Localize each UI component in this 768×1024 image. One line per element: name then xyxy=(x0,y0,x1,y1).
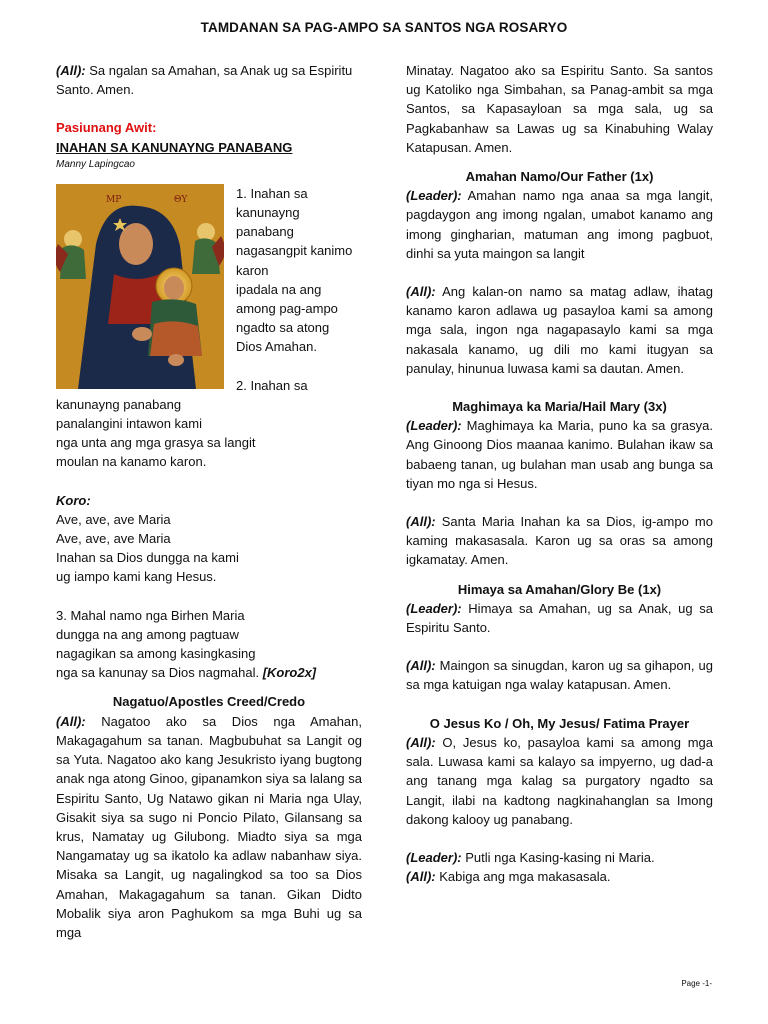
speaker-label: (All): xyxy=(406,284,436,300)
repeat-tag: [Koro2x] xyxy=(262,665,317,681)
lyric-line: 3. Mahal namo nga Birhen Maria xyxy=(56,607,245,623)
chorus-label: Koro: xyxy=(56,492,91,508)
hail-mary-all: (All): Santa Maria Inahan ka sa Dios, ig-ampo mo kaming makasasala. Karon ug sa oras sa among igkamatay. Amen. xyxy=(406,514,713,568)
speaker-label: (All): xyxy=(406,658,436,674)
glory-be-leader: (Leader): Himaya sa Amahan, ug sa Anak, ug sa Espiritu Santo. xyxy=(406,600,713,636)
stanza-2 xyxy=(56,395,362,472)
speaker-label: (All): xyxy=(56,713,86,729)
hymn-heading: Pasiunang Awit: xyxy=(56,120,157,136)
speaker-label: (All): xyxy=(406,869,436,885)
speaker-label: (Leader): xyxy=(406,600,462,616)
lyric-line: Dios Amahan. xyxy=(236,339,317,355)
glory-be-heading: Himaya sa Amahan/Glory Be (1x) xyxy=(457,581,662,597)
fatima-all: (All): O, Jesus ko, pasayloa kami sa among mga sala. Luwasa kami sa kalayo sa impyerno, ug dad-a ang tanang mga kalag sa purgatory ngadto sa Langit, ilabi na kadtong nagkinahanglan sa Imong dakong kalooy ug panabang. xyxy=(406,734,713,827)
our-father-all: (All): Ang kalan-on namo sa matag adlaw, ihatag kanamo karon adlawa ug pasayloa kami sa among mga sala, ingon nga nagapasaylo kami sa mga nakasala kanamo, ug dili mo kami itugyan sa panulay, hinunua luwasa kami sa dautan. Amen. xyxy=(406,284,713,376)
speaker-label: (Leader): xyxy=(406,188,462,204)
creed-continued: Minatay. Nagatoo ako sa Espiritu Santo. Sa santos ug Katoliko nga Simbahan, sa Panag-ambit sa mga Santos, sa Kapasayloan sa mga sala, ug sa Pagkabanhaw sa Lawas ug sa Kinabuhing Walay Katapusan. Amen. xyxy=(406,63,713,155)
lyric-line: nagasangpit kanimo xyxy=(236,243,353,259)
lyric-line: nga unta ang mga grasya sa langit xyxy=(56,435,256,451)
opening-prayer: (All): Sa ngalan sa Amahan, sa Anak ug sa Espiritu Santo. Amen. xyxy=(56,63,353,98)
right-column xyxy=(406,61,713,886)
lyric-line: 2. Inahan sa xyxy=(236,377,308,393)
speaker-label: (All): xyxy=(56,63,86,78)
glory-be-all: (All): Maingon sa sinugdan, karon ug sa gihapon, ug sa mga katuigan nga walay katapusan. Amen. xyxy=(406,658,713,693)
madonna-icon xyxy=(56,184,224,389)
lyric-line: panabang xyxy=(236,224,294,240)
speaker-label: (Leader): xyxy=(406,418,462,434)
creed-heading: Nagatuo/Apostles Creed/Credo xyxy=(112,694,306,710)
stanza-1 xyxy=(236,184,358,395)
our-father-heading: Amahan Namo/Our Father (1x) xyxy=(465,169,654,185)
closing-leader: (Leader): Putli nga Kasing-kasing ni Maria. xyxy=(406,849,655,865)
lyric-line: nga sa kanunay sa Dios nagmahal. [Koro2x] xyxy=(56,665,317,681)
lyric-line: Ave, ave, ave Maria xyxy=(56,511,171,527)
lyric-line: ngadto sa atong xyxy=(236,320,330,336)
our-father-leader: (Leader): Amahan namo nga anaa sa mga langit, pagdaygon ang imong ngalan, umabot kanamo ang imong gingharian, matuman ang imong pagbuot, dinhi sa yuta maingon sa langit xyxy=(406,188,713,261)
lyric-line: ipadala na ang xyxy=(236,281,322,297)
lyric-line: dungga na ang among pagtuaw xyxy=(56,626,239,642)
lyric-line: 1. Inahan sa xyxy=(236,185,308,201)
lyric-line: panalangini intawon kami xyxy=(56,416,202,432)
fatima-heading: O Jesus Ko / Oh, My Jesus/ Fatima Prayer xyxy=(429,715,690,731)
lyric-line: nagagikan sa among kasingkasing xyxy=(56,646,256,662)
icon-and-stanza xyxy=(56,184,362,395)
song-author: Manny Lapingcao xyxy=(56,158,135,170)
chorus xyxy=(56,491,362,587)
hail-mary-heading: Maghimaya ka Maria/Hail Mary (3x) xyxy=(452,399,667,415)
left-column xyxy=(56,61,362,942)
svg-text:ΘY: ΘY xyxy=(174,194,188,205)
page-title: TAMDANAN SA PAG-AMPO SA SANTOS NGA ROSARYO xyxy=(200,20,568,35)
madonna-icon-image xyxy=(56,184,224,389)
speaker-label: (All): xyxy=(406,734,436,750)
lyric-line: moulan na kanamo karon. xyxy=(56,454,207,470)
hail-mary-leader: (Leader): Maghimaya ka Maria, puno ka sa grasya. Ang Ginoong Dios maanaa kanimo. Bulahan ikaw sa babaeng tanan, ug bulahan man usab ang bunga sa tiyan mo nga si Hesus. xyxy=(406,418,713,491)
lyric-line: Ave, ave, ave Maria xyxy=(56,531,171,547)
lyric-line: Inahan sa Dios dungga na kami xyxy=(56,550,239,566)
lyric-line: ug iampo kami kang Hesus. xyxy=(56,569,217,585)
speaker-label: (All): xyxy=(406,514,436,530)
song-title: INAHAN SA KANUNAYNG PANABANG xyxy=(56,139,293,155)
page-number: Page -1- xyxy=(681,979,712,988)
svg-text:MP: MP xyxy=(106,194,122,205)
lyric-line: kanunayng panabang xyxy=(56,396,182,412)
closing-all: (All): Kabiga ang mga makasasala. xyxy=(406,869,611,885)
lyric-line: among pag-ampo xyxy=(236,301,338,317)
stanza-3 xyxy=(56,606,362,683)
speaker-label: (Leader): xyxy=(406,849,462,865)
lyric-line: karon xyxy=(236,262,269,278)
creed-text: (All): Nagatoo ako sa Dios nga Amahan, Makagagahum sa tanan. Magbubuhat sa Langit og sa Yuta. Nagatoo ako kang Jesukristo iyang bugtong anak nga atong Ginoo, gipanamkon siya sa lalang sa Espiritu Santo, Ug Natawo gikan ni Maria nga Ulay, Gisakit siya sa sugo ni Poncio Pilato, Gilansang sa krus, Namatay ug Gilubong. Miadto siya sa mga Nangamatay ug sa ikatolo ka adlaw nabanhaw siya. Misaka sa Langit, ug nagalingkod sa too sa Dios Amahan, Makagagahum sa tanan. Gikan Didto Mobalik siya aron Paghukom sa mga Buhi ug sa mga xyxy=(56,713,362,940)
lyric-line: kanunayng xyxy=(236,205,300,221)
